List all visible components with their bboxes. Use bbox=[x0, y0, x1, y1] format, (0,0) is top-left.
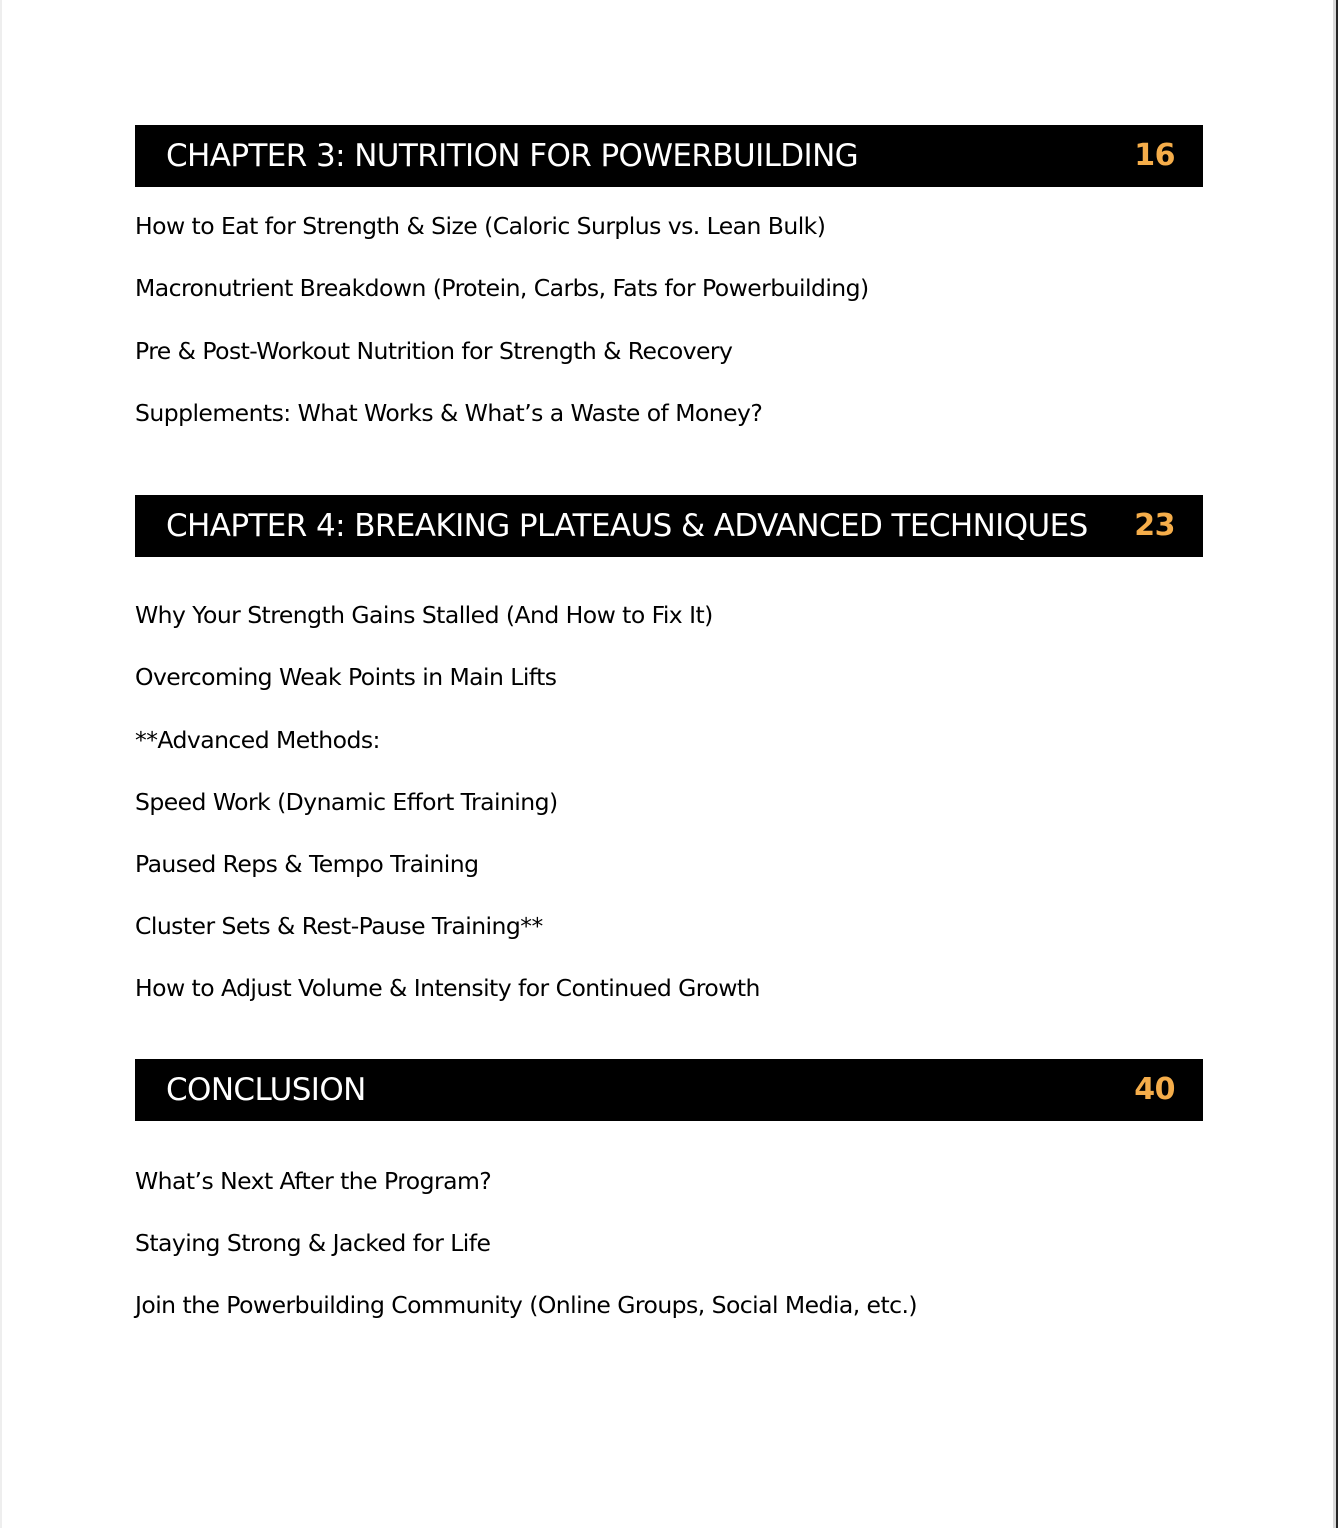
chapter-page-number: 23 bbox=[1134, 508, 1175, 543]
toc-entry[interactable]: What’s Next After the Program? bbox=[135, 1167, 492, 1195]
toc-entry[interactable]: Supplements: What Works & What’s a Waste of Money? bbox=[135, 399, 763, 427]
toc-entry[interactable]: How to Eat for Strength & Size (Caloric Surplus vs. Lean Bulk) bbox=[135, 212, 826, 240]
toc-entry[interactable]: Why Your Strength Gains Stalled (And How to Fix It) bbox=[135, 601, 713, 629]
chapter-4-header[interactable] bbox=[135, 495, 1203, 557]
toc-entry[interactable]: Paused Reps & Tempo Training bbox=[135, 850, 479, 878]
toc-entry[interactable]: Speed Work (Dynamic Effort Training) bbox=[135, 788, 558, 816]
toc-entry[interactable]: **Advanced Methods: bbox=[135, 726, 380, 754]
toc-entry[interactable]: Cluster Sets & Rest-Pause Training** bbox=[135, 912, 543, 940]
chapter-3-header[interactable] bbox=[135, 125, 1203, 187]
chapter-title: CONCLUSION bbox=[166, 1072, 366, 1108]
toc-entry[interactable]: How to Adjust Volume & Intensity for Continued Growth bbox=[135, 974, 760, 1002]
toc-entry[interactable]: Macronutrient Breakdown (Protein, Carbs, Fats for Powerbuilding) bbox=[135, 274, 869, 302]
toc-entry[interactable]: Staying Strong & Jacked for Life bbox=[135, 1229, 491, 1257]
chapter-page-number: 16 bbox=[1134, 138, 1175, 173]
chapter-title: CHAPTER 4: BREAKING PLATEAUS & ADVANCED TECHNIQUES bbox=[166, 508, 1088, 544]
toc-entry[interactable]: Join the Powerbuilding Community (Online Groups, Social Media, etc.) bbox=[135, 1291, 918, 1319]
toc-entry[interactable]: Overcoming Weak Points in Main Lifts bbox=[135, 663, 557, 691]
toc-entry[interactable]: Pre & Post-Workout Nutrition for Strength & Recovery bbox=[135, 337, 733, 365]
conclusion-header[interactable] bbox=[135, 1059, 1203, 1121]
chapter-page-number: 40 bbox=[1134, 1072, 1175, 1107]
chapter-title: CHAPTER 3: NUTRITION FOR POWERBUILDING bbox=[166, 138, 859, 174]
